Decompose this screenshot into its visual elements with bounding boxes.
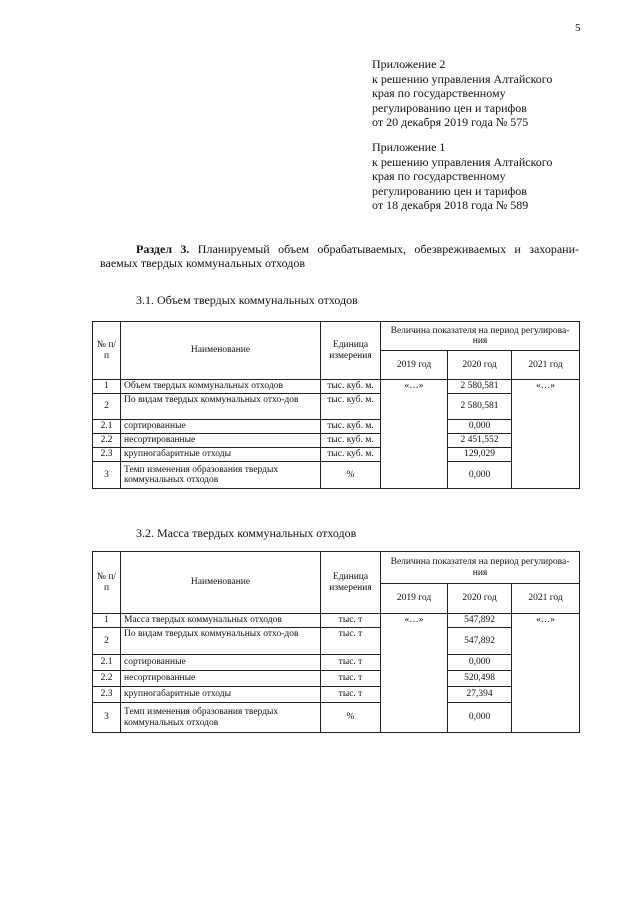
row-2021 — [512, 671, 580, 687]
row-2021 — [512, 394, 580, 420]
row-num: 3 — [93, 703, 121, 733]
header-year: 2020 год — [448, 584, 512, 614]
row-name: сортированные — [121, 655, 321, 671]
header-name: Наименование — [121, 322, 321, 380]
row-num: 2 — [93, 394, 121, 420]
appendix-2-block — [372, 57, 552, 130]
row-2019: «…» — [381, 380, 448, 394]
row-2021 — [512, 687, 580, 703]
appendix-1-line: края по государственному — [372, 169, 506, 183]
row-2020: 0,000 — [448, 420, 512, 434]
row-2020: 520,498 — [448, 671, 512, 687]
row-num: 2 — [93, 628, 121, 655]
row-2019 — [381, 687, 448, 703]
appendix-1-block — [372, 140, 552, 213]
row-2019 — [381, 448, 448, 462]
row-2021 — [512, 655, 580, 671]
row-name: Объем твердых коммунальных отходов — [121, 380, 321, 394]
table-row — [93, 394, 580, 420]
row-num: 1 — [93, 380, 121, 394]
row-name: По видам твердых коммунальных отхо-дов — [121, 628, 321, 655]
row-2021 — [512, 462, 580, 489]
row-2019 — [381, 434, 448, 448]
row-num: 2.3 — [93, 448, 121, 462]
row-name: сортированные — [121, 420, 321, 434]
appendix-1-line: к решению управления Алтайского — [372, 154, 553, 169]
section-heading — [100, 242, 579, 270]
table-row — [93, 614, 580, 628]
row-num: 2.3 — [93, 687, 121, 703]
row-2020: 0,000 — [448, 462, 512, 489]
row-2021 — [512, 448, 580, 462]
row-unit: тыс. т — [321, 671, 381, 687]
table-row — [93, 655, 580, 671]
table2-subtitle: 3.2. Масса твердых коммунальных отходов — [136, 526, 357, 540]
header-period: Величина показателя на период регулирова-ния — [381, 552, 580, 584]
row-num: 2.1 — [93, 420, 121, 434]
table-row — [93, 462, 580, 489]
header-num: № п/п — [93, 322, 121, 380]
row-2019 — [381, 655, 448, 671]
table-row — [93, 448, 580, 462]
header-year: 2021 год — [512, 584, 580, 614]
appendix-2-line: к решению управления Алтайского — [372, 71, 553, 86]
row-unit: % — [321, 462, 381, 489]
row-name: Масса твердых коммунальных отходов — [121, 614, 321, 628]
row-2019 — [381, 703, 448, 733]
row-2020: 2 451,552 — [448, 434, 512, 448]
row-2020: 547,892 — [448, 614, 512, 628]
table-row — [93, 703, 580, 733]
appendix-1-title: Приложение 1 — [372, 140, 446, 154]
section-text-line1: Планируемый объем обрабатываемых, обезвреживаемых и захорани- — [197, 242, 579, 256]
appendix-2-line: от 20 декабря 2019 года № 575 — [372, 115, 529, 129]
table-row — [93, 687, 580, 703]
row-2020: 27,394 — [448, 687, 512, 703]
page-number: 5 — [575, 22, 581, 34]
row-2021: «…» — [512, 614, 580, 628]
row-2020: 0,000 — [448, 655, 512, 671]
row-name: Темп изменения образования твердых коммунальных отходов — [121, 462, 321, 489]
header-year: 2021 год — [512, 351, 580, 380]
appendix-2-line: регулированию цен и тарифов — [372, 100, 527, 115]
row-num: 2.2 — [93, 434, 121, 448]
appendix-2-title: Приложение 2 — [372, 57, 446, 71]
waste-volume-table — [92, 321, 580, 489]
header-name: Наименование — [121, 552, 321, 614]
row-unit: тыс. т — [321, 628, 381, 655]
row-name: крупногабаритные отходы — [121, 448, 321, 462]
header-unit: Единица измерения — [321, 322, 381, 380]
row-unit: тыс. т — [321, 655, 381, 671]
row-name: Темп изменения образования твердых коммунальных отходов — [121, 703, 321, 733]
table-row — [93, 420, 580, 434]
waste-mass-table — [92, 551, 580, 733]
section-label: Раздел 3. — [136, 242, 190, 256]
header-period: Величина показателя на период регулирова-ния — [381, 322, 580, 351]
header-year: 2019 год — [381, 584, 448, 614]
row-unit: тыс. куб. м. — [321, 380, 381, 394]
row-2020: 0,000 — [448, 703, 512, 733]
row-num: 3 — [93, 462, 121, 489]
row-unit: тыс. т — [321, 614, 381, 628]
row-name: крупногабаритные отходы — [121, 687, 321, 703]
row-2021 — [512, 420, 580, 434]
row-name: По видам твердых коммунальных отхо-дов — [121, 394, 321, 420]
appendix-1-line: регулированию цен и тарифов — [372, 183, 527, 198]
table-row — [93, 380, 580, 394]
appendix-1-line: от 18 декабря 2018 года № 589 — [372, 198, 529, 212]
row-2019 — [381, 671, 448, 687]
row-unit: тыс. т — [321, 687, 381, 703]
row-name: несортированные — [121, 671, 321, 687]
row-2019 — [381, 420, 448, 434]
row-unit: тыс. куб. м. — [321, 448, 381, 462]
row-2019 — [381, 462, 448, 489]
table1-subtitle: 3.1. Объем твердых коммунальных отходов — [136, 293, 358, 307]
row-2021 — [512, 434, 580, 448]
row-num: 2.2 — [93, 671, 121, 687]
row-2021 — [512, 703, 580, 733]
row-2020: 2 580,581 — [448, 394, 512, 420]
row-2020: 2 580,581 — [448, 380, 512, 394]
row-2020: 129,029 — [448, 448, 512, 462]
row-unit: % — [321, 703, 381, 733]
section-text-line2: ваемых твердых коммунальных отходов — [100, 256, 306, 270]
table-row — [93, 628, 580, 655]
row-2019 — [381, 628, 448, 655]
row-unit: тыс. куб. м. — [321, 420, 381, 434]
appendix-2-line: края по государственному — [372, 86, 506, 100]
header-unit: Единица измерения — [321, 552, 381, 614]
header-year: 2020 год — [448, 351, 512, 380]
row-2019: «…» — [381, 614, 448, 628]
row-2021: «…» — [512, 380, 580, 394]
row-2019 — [381, 394, 448, 420]
row-num: 2.1 — [93, 655, 121, 671]
row-2020: 547,892 — [448, 628, 512, 655]
row-num: 1 — [93, 614, 121, 628]
row-name: несортированные — [121, 434, 321, 448]
table-row — [93, 671, 580, 687]
row-unit: тыс. куб. м. — [321, 394, 381, 420]
row-unit: тыс. куб. м. — [321, 434, 381, 448]
table-row — [93, 434, 580, 448]
header-year: 2019 год — [381, 351, 448, 380]
row-2021 — [512, 628, 580, 655]
header-num: № п/п — [93, 552, 121, 614]
